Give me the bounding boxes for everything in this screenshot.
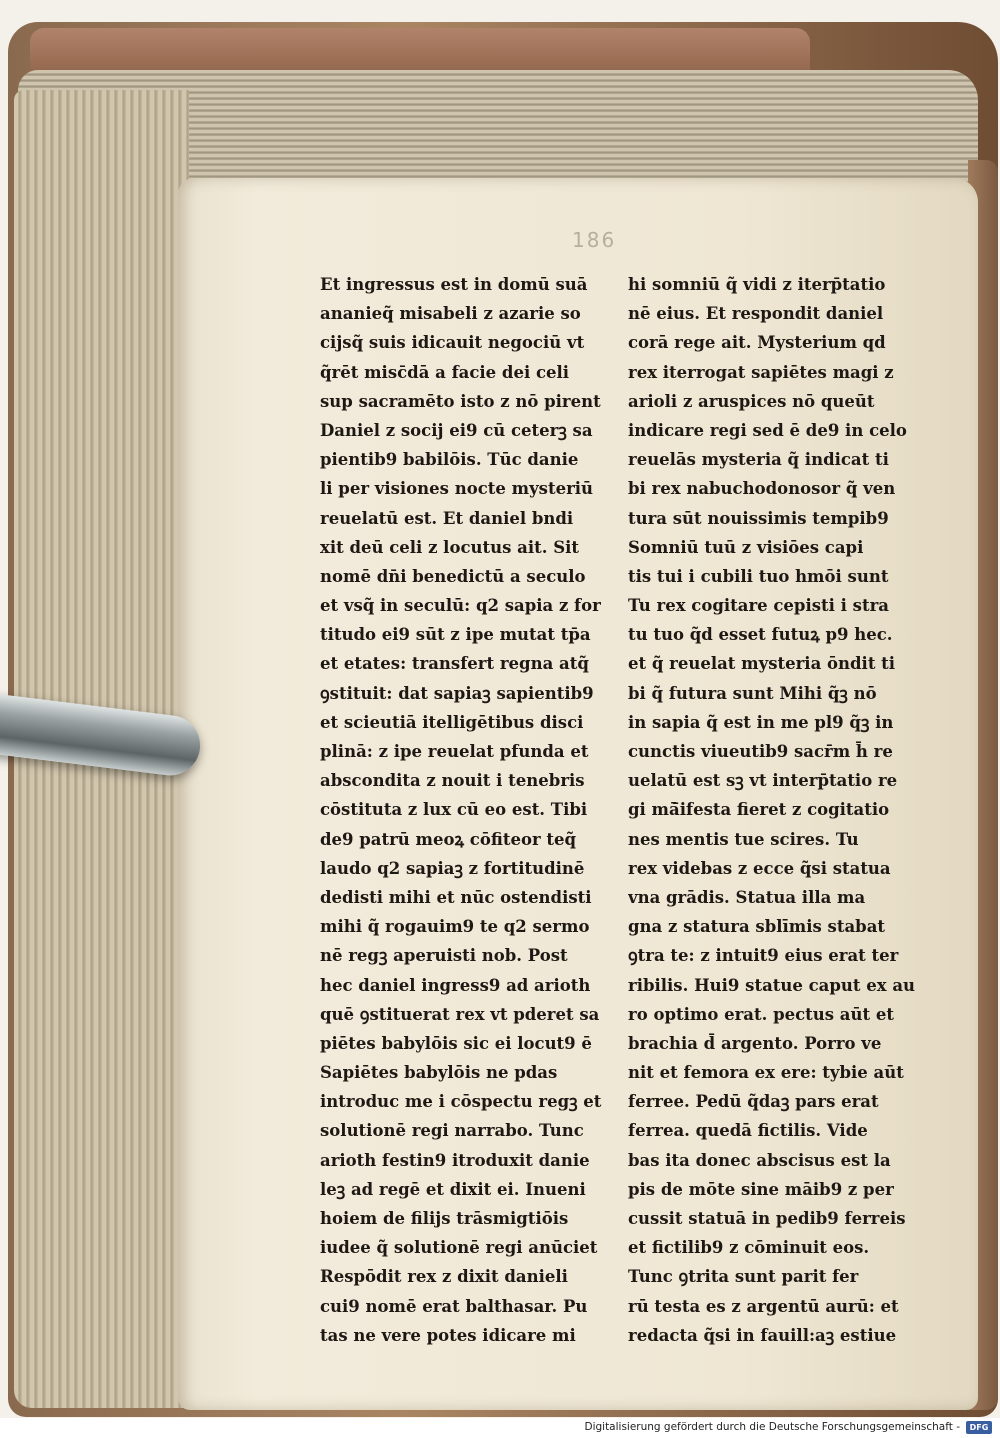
text-line: hoiem de filijs trāsmigtiōis	[320, 1209, 569, 1228]
text-line: vna grādis. Statua illa ma	[628, 887, 866, 907]
text-line: de9 patrū meoꝝ cōfiteor teq̃	[320, 829, 577, 849]
text-line: li per visiones nocte mysteriū	[320, 479, 594, 499]
footer-bar	[0, 1418, 1000, 1438]
text-line: laudo q2 sapiaꝫ z fortitudinē	[320, 858, 585, 878]
text-line: cōstituta z lux cū eo est. Tibi	[320, 800, 588, 820]
text-line: gna z statura sblīmis stabat	[628, 917, 886, 937]
pen-body	[0, 692, 204, 779]
text-line: redacta q̃si in fauill:aꝫ estiue	[628, 1325, 897, 1345]
text-line: rū testa es z argentū aurū: et	[628, 1296, 899, 1316]
text-line: indicare regi sed ē de9 in celo	[628, 420, 907, 440]
text-line: cunctis viueutib9 sacr̄m h̄ re	[628, 742, 893, 761]
text-line: q̃rēt misc̄dā a facie dei celi	[320, 362, 570, 382]
text-line: reuelās mysteria q̃ indicat ti	[628, 450, 889, 470]
text-line: Tunc ꝯtrita sunt parit fer	[628, 1267, 859, 1287]
text-line: ꝯtra te: z intuit9 eius erat ter	[628, 946, 899, 966]
text-line: tas ne vere potes idicare mi	[320, 1325, 576, 1345]
text-line: et scieutiā itelligētibus disci	[320, 712, 584, 732]
text-line: leꝫ ad regē et dixit ei. Inueni	[320, 1179, 586, 1199]
text-line: pis de mōte sine māib9 z per	[628, 1179, 894, 1199]
text-line: rex iterrogat sapiētes magi z	[628, 362, 894, 382]
text-line: introduc me i cōspectu regꝫ et	[320, 1092, 602, 1112]
text-line: titudo ei9 sūt z ipe mutat tp̄a	[320, 625, 591, 645]
text-line: arioth festin9 itroduxit danie	[320, 1150, 590, 1170]
text-line: nomē dn̄i benedictū a seculo	[320, 566, 586, 586]
text-line: mihi q̃ rogauim9 te q2 sermo	[320, 917, 590, 937]
text-line: tura sūt nouissimis tempib9	[628, 508, 889, 528]
text-line: cijsq̃ suis idicauit negociū vt	[320, 333, 585, 353]
text-line: cui9 nomē erat balthasar. Pu	[320, 1296, 588, 1316]
text-line: reuelatū est. Et daniel bndi	[320, 508, 574, 528]
text-line: ꝯstituit: dat sapiaꝫ sapientib9	[320, 683, 594, 703]
dfg-logo[interactable]: DFG	[966, 1421, 992, 1434]
text-line: solutionē regi narrabo. Tunc	[320, 1121, 584, 1141]
text-line: piētes babylōis sic ei locut9 ē	[320, 1033, 592, 1053]
text-line: et vsq̃ in seculū: q2 sapia z for	[320, 596, 601, 616]
text-line: corā rege ait. Mysterium qd	[628, 333, 886, 353]
text-line: cussit statuā in pedib9 ferreis	[628, 1209, 906, 1228]
text-line: sup sacramēto isto z nō pirent	[320, 391, 601, 411]
text-line: et q̃ reuelat mysteria ōndit ti	[628, 654, 896, 674]
footer-credit: Digitalisierung gefördert durch die Deutsche Forschungsgemeinschaft -	[584, 1421, 960, 1433]
text-line: in sapia q̃ est in me pl9 q̃ꝫ in	[628, 712, 894, 732]
text-line: ananieq̃ misabeli z azarie so	[320, 304, 581, 324]
text-line: Daniel z socij ei9 cū ceterꝫ sa	[320, 420, 593, 440]
text-line: plinā: z ipe reuelat pfunda et	[320, 742, 589, 761]
text-line: nit et femora ex ere: tybie aūt	[628, 1063, 904, 1083]
text-line: gi mā̄ifesta fieret z cogitatio	[628, 800, 890, 820]
text-line: nē regꝫ aperuisti nob. Post	[320, 946, 568, 966]
text-column-left	[320, 270, 620, 1350]
text-line: abscondita z nouit i tenebris	[320, 771, 585, 791]
text-line: hi somniū q̃ vidi z iterp̄tatio	[628, 275, 886, 294]
text-line: ferrea. quedā fictilis. Vide	[628, 1121, 868, 1141]
text-line: arioli z aruspices nō queūt	[628, 391, 875, 411]
text-line: bi rex nabuchodonosor q̃ ven	[628, 479, 896, 499]
text-line: ferree. Pedū q̃daꝫ pars erat	[628, 1092, 879, 1112]
text-line: Respōdit rex z dixit danieli	[320, 1267, 568, 1287]
text-line: quē ꝯstituerat rex vt pderet sa	[320, 1004, 600, 1024]
text-line: hec daniel ingress9 ad arioth	[320, 975, 591, 995]
text-line: ro optimo erat. pectus aūt et	[628, 1004, 894, 1024]
text-line: brachia d̄ argento. Porro ve	[628, 1033, 882, 1053]
text-line: Et ingressus est in domū suā	[320, 275, 588, 294]
text-line: et fictilib9 z cōminuit eos.	[628, 1238, 870, 1258]
text-line: bas ita donec abscisus est la	[628, 1150, 891, 1170]
text-line: nē eius. Et respondit daniel	[628, 304, 884, 324]
text-line: et etates: transfert regna atq̃	[320, 654, 589, 674]
folio-number: 186	[572, 228, 617, 252]
text-line: Tu rex cogitare cepisti i stra	[628, 596, 889, 616]
text-line: tis tui i cubili tuo hmōi sunt	[628, 566, 889, 586]
text-line: xit deū celi z locutus ait. Sit	[320, 537, 580, 557]
text-line: ribilis. Hui9 statue caput ex au	[628, 975, 916, 995]
text-line: nes mentis tue scires. Tu	[628, 829, 859, 849]
text-line: tu tuo q̃d esset futuꝝ p9 hec.	[628, 625, 893, 645]
text-line: dedisti mihi et nūc ostendisti	[320, 887, 592, 907]
text-line: Somniū tuū z visiōes capi	[628, 537, 864, 557]
text-line: iudee q̃ solutionē regi anūciet	[320, 1238, 598, 1258]
text-line: bi q̃ futura sunt Mihi q̃ꝫ nō	[628, 683, 877, 703]
text-column-right	[628, 270, 928, 1350]
text-line: Sapiētes babylōis ne pdas	[320, 1063, 558, 1083]
text-line: rex videbas z ecce q̃si statua	[628, 858, 891, 878]
text-line: uelatū est sꝫ vt interp̄tatio re	[628, 771, 898, 791]
text-line: pientib9 babilōis. Tūc danie	[320, 450, 579, 470]
